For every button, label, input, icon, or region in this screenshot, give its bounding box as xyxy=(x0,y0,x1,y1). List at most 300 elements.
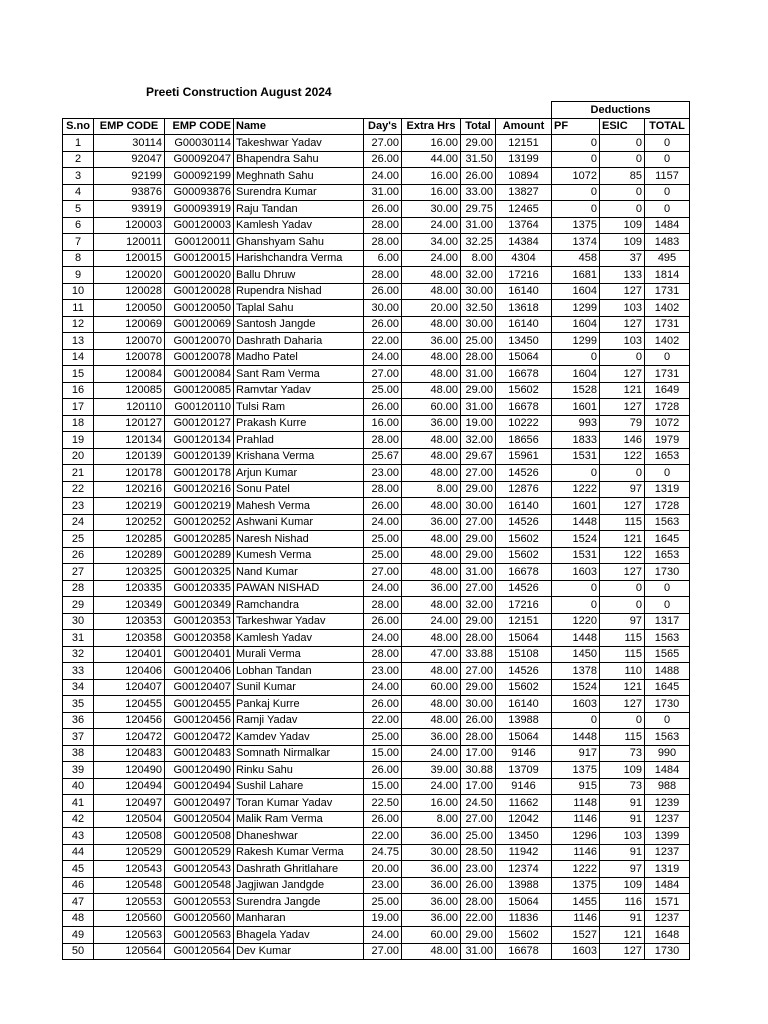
cell-name: Prahlad xyxy=(234,432,364,449)
cell-days: 19.00 xyxy=(364,910,402,927)
header-extra-hrs: Extra Hrs xyxy=(402,118,461,135)
cell-emp-code-full: G00120325 xyxy=(165,564,234,581)
cell-amount: 15961 xyxy=(496,448,552,465)
cell-amount: 12374 xyxy=(496,861,552,878)
cell-emp-code: 120543 xyxy=(94,861,165,878)
cell-deduction-total: 1571 xyxy=(645,894,690,911)
cell-sno: 18 xyxy=(63,415,94,432)
cell-total: 28.00 xyxy=(461,894,496,911)
cell-emp-code-full: G00120020 xyxy=(165,267,234,284)
cell-esic: 91 xyxy=(600,811,645,828)
cell-extra-hrs: 48.00 xyxy=(402,597,461,614)
cell-name: Ramchandra xyxy=(234,597,364,614)
cell-emp-code: 120548 xyxy=(94,877,165,894)
cell-emp-code: 120216 xyxy=(94,481,165,498)
cell-emp-code: 120084 xyxy=(94,366,165,383)
cell-days: 26.00 xyxy=(364,399,402,416)
cell-deduction-total: 0 xyxy=(645,201,690,218)
table-row xyxy=(63,498,690,515)
table-row xyxy=(63,481,690,498)
cell-esic: 0 xyxy=(600,580,645,597)
cell-emp-code-full: G00120003 xyxy=(165,217,234,234)
cell-total: 29.67 xyxy=(461,448,496,465)
table-row xyxy=(63,547,690,564)
table-row xyxy=(63,366,690,383)
cell-extra-hrs: 48.00 xyxy=(402,349,461,366)
cell-extra-hrs: 30.00 xyxy=(402,844,461,861)
cell-pf: 458 xyxy=(552,250,600,267)
cell-emp-code: 93919 xyxy=(94,201,165,218)
cell-emp-code: 120494 xyxy=(94,778,165,795)
cell-amount: 4304 xyxy=(496,250,552,267)
cell-name: Dev Kumar xyxy=(234,943,364,960)
cell-days: 6.00 xyxy=(364,250,402,267)
cell-name: Madho Patel xyxy=(234,349,364,366)
cell-days: 25.00 xyxy=(364,547,402,564)
cell-pf: 1681 xyxy=(552,267,600,284)
sheet-title: Preeti Construction August 2024 xyxy=(146,85,332,99)
cell-total: 8.00 xyxy=(461,250,496,267)
header-emp-code-full: EMP CODE xyxy=(165,118,234,135)
cell-pf: 993 xyxy=(552,415,600,432)
table-row xyxy=(63,300,690,317)
cell-emp-code: 120455 xyxy=(94,696,165,713)
cell-extra-hrs: 36.00 xyxy=(402,580,461,597)
cell-extra-hrs: 48.00 xyxy=(402,432,461,449)
cell-sno: 49 xyxy=(63,927,94,944)
cell-days: 24.00 xyxy=(364,514,402,531)
cell-emp-code-full: G00120406 xyxy=(165,663,234,680)
cell-amount: 16678 xyxy=(496,366,552,383)
cell-days: 26.00 xyxy=(364,613,402,630)
cell-emp-code: 120406 xyxy=(94,663,165,680)
cell-days: 28.00 xyxy=(364,267,402,284)
table-row xyxy=(63,679,690,696)
cell-days: 24.00 xyxy=(364,679,402,696)
payroll-table xyxy=(62,101,690,960)
cell-emp-code: 120110 xyxy=(94,399,165,416)
cell-esic: 146 xyxy=(600,432,645,449)
cell-amount: 15064 xyxy=(496,894,552,911)
cell-name: Kamdev Yadav xyxy=(234,729,364,746)
cell-emp-code-full: G00120134 xyxy=(165,432,234,449)
cell-name: Dashrath Daharia xyxy=(234,333,364,350)
cell-pf: 1531 xyxy=(552,547,600,564)
cell-total: 27.00 xyxy=(461,663,496,680)
cell-deduction-total: 0 xyxy=(645,184,690,201)
header-pf: PF xyxy=(552,118,600,135)
cell-deduction-total: 1814 xyxy=(645,267,690,284)
cell-emp-code: 120011 xyxy=(94,234,165,251)
cell-deduction-total: 1237 xyxy=(645,811,690,828)
cell-emp-code: 120472 xyxy=(94,729,165,746)
cell-name: Ramji Yadav xyxy=(234,712,364,729)
cell-emp-code: 92199 xyxy=(94,168,165,185)
cell-days: 30.00 xyxy=(364,300,402,317)
cell-pf: 1455 xyxy=(552,894,600,911)
cell-esic: 103 xyxy=(600,333,645,350)
cell-days: 28.00 xyxy=(364,234,402,251)
cell-extra-hrs: 48.00 xyxy=(402,382,461,399)
cell-pf: 0 xyxy=(552,349,600,366)
cell-emp-code-full: G00120285 xyxy=(165,531,234,548)
cell-deduction-total: 1730 xyxy=(645,564,690,581)
cell-pf: 0 xyxy=(552,184,600,201)
cell-emp-code: 120529 xyxy=(94,844,165,861)
cell-total: 26.00 xyxy=(461,712,496,729)
cell-deduction-total: 1645 xyxy=(645,531,690,548)
cell-emp-code-full: G00120069 xyxy=(165,316,234,333)
cell-emp-code: 120456 xyxy=(94,712,165,729)
cell-pf: 1604 xyxy=(552,366,600,383)
cell-esic: 37 xyxy=(600,250,645,267)
cell-pf: 1148 xyxy=(552,795,600,812)
cell-deduction-total: 1319 xyxy=(645,481,690,498)
cell-pf: 1374 xyxy=(552,234,600,251)
cell-sno: 34 xyxy=(63,679,94,696)
cell-deduction-total: 1730 xyxy=(645,696,690,713)
cell-total: 29.00 xyxy=(461,679,496,696)
cell-esic: 133 xyxy=(600,267,645,284)
cell-deduction-total: 988 xyxy=(645,778,690,795)
cell-sno: 22 xyxy=(63,481,94,498)
cell-emp-code: 120401 xyxy=(94,646,165,663)
cell-sno: 1 xyxy=(63,135,94,152)
cell-total: 29.00 xyxy=(461,547,496,564)
header-amount: Amount xyxy=(496,118,552,135)
cell-extra-hrs: 48.00 xyxy=(402,630,461,647)
table-row xyxy=(63,696,690,713)
table-row xyxy=(63,333,690,350)
cell-sno: 44 xyxy=(63,844,94,861)
cell-esic: 115 xyxy=(600,514,645,531)
cell-deduction-total: 1072 xyxy=(645,415,690,432)
cell-days: 20.00 xyxy=(364,861,402,878)
cell-emp-code-full: G00120110 xyxy=(165,399,234,416)
cell-emp-code: 120353 xyxy=(94,613,165,630)
cell-days: 25.00 xyxy=(364,382,402,399)
cell-emp-code-full: G00120508 xyxy=(165,828,234,845)
cell-esic: 115 xyxy=(600,729,645,746)
table-row xyxy=(63,250,690,267)
cell-total: 32.25 xyxy=(461,234,496,251)
cell-deduction-total: 1157 xyxy=(645,168,690,185)
cell-emp-code: 120050 xyxy=(94,300,165,317)
cell-pf: 1527 xyxy=(552,927,600,944)
cell-extra-hrs: 60.00 xyxy=(402,679,461,696)
cell-amount: 15602 xyxy=(496,382,552,399)
cell-total: 30.00 xyxy=(461,498,496,515)
cell-esic: 121 xyxy=(600,531,645,548)
cell-esic: 0 xyxy=(600,184,645,201)
cell-deduction-total: 1563 xyxy=(645,729,690,746)
cell-days: 22.00 xyxy=(364,828,402,845)
cell-total: 32.00 xyxy=(461,432,496,449)
cell-extra-hrs: 48.00 xyxy=(402,531,461,548)
cell-days: 25.00 xyxy=(364,531,402,548)
cell-sno: 8 xyxy=(63,250,94,267)
cell-pf: 1524 xyxy=(552,679,600,696)
cell-deduction-total: 1728 xyxy=(645,498,690,515)
cell-deduction-total: 1645 xyxy=(645,679,690,696)
cell-total: 28.00 xyxy=(461,729,496,746)
cell-extra-hrs: 36.00 xyxy=(402,861,461,878)
table-row xyxy=(63,795,690,812)
cell-amount: 16678 xyxy=(496,943,552,960)
cell-emp-code: 120497 xyxy=(94,795,165,812)
cell-name: Krishana Verma xyxy=(234,448,364,465)
cell-emp-code: 120335 xyxy=(94,580,165,597)
cell-total: 31.00 xyxy=(461,366,496,383)
cell-sno: 29 xyxy=(63,597,94,614)
cell-emp-code-full: G00120216 xyxy=(165,481,234,498)
cell-total: 17.00 xyxy=(461,745,496,762)
cell-total: 23.00 xyxy=(461,861,496,878)
cell-extra-hrs: 36.00 xyxy=(402,877,461,894)
cell-total: 31.00 xyxy=(461,564,496,581)
cell-amount: 15064 xyxy=(496,349,552,366)
cell-name: Rinku Sahu xyxy=(234,762,364,779)
cell-name: Ashwani Kumar xyxy=(234,514,364,531)
cell-extra-hrs: 60.00 xyxy=(402,399,461,416)
cell-name: Sunil Kumar xyxy=(234,679,364,696)
cell-esic: 127 xyxy=(600,696,645,713)
cell-total: 31.00 xyxy=(461,217,496,234)
cell-extra-hrs: 48.00 xyxy=(402,267,461,284)
table-row xyxy=(63,597,690,614)
cell-amount: 15602 xyxy=(496,531,552,548)
cell-amount: 12042 xyxy=(496,811,552,828)
cell-extra-hrs: 36.00 xyxy=(402,729,461,746)
cell-emp-code: 120178 xyxy=(94,465,165,482)
cell-emp-code: 120407 xyxy=(94,679,165,696)
cell-total: 19.00 xyxy=(461,415,496,432)
cell-emp-code-full: G00120456 xyxy=(165,712,234,729)
cell-deduction-total: 1565 xyxy=(645,646,690,663)
cell-total: 27.00 xyxy=(461,580,496,597)
cell-emp-code-full: G00120543 xyxy=(165,861,234,878)
cell-deduction-total: 1649 xyxy=(645,382,690,399)
cell-emp-code-full: G00120084 xyxy=(165,366,234,383)
cell-days: 24.00 xyxy=(364,168,402,185)
cell-sno: 47 xyxy=(63,894,94,911)
cell-emp-code: 120127 xyxy=(94,415,165,432)
cell-emp-code-full: G00120219 xyxy=(165,498,234,515)
cell-amount: 9146 xyxy=(496,778,552,795)
cell-emp-code-full: G00120564 xyxy=(165,943,234,960)
cell-name: Sant Ram Verma xyxy=(234,366,364,383)
cell-deduction-total: 495 xyxy=(645,250,690,267)
cell-days: 27.00 xyxy=(364,564,402,581)
table-row xyxy=(63,283,690,300)
cell-pf: 1296 xyxy=(552,828,600,845)
cell-amount: 14526 xyxy=(496,514,552,531)
cell-days: 22.00 xyxy=(364,333,402,350)
cell-esic: 0 xyxy=(600,135,645,152)
table-row xyxy=(63,613,690,630)
cell-sno: 50 xyxy=(63,943,94,960)
cell-sno: 14 xyxy=(63,349,94,366)
cell-esic: 110 xyxy=(600,663,645,680)
cell-esic: 0 xyxy=(600,349,645,366)
cell-total: 31.00 xyxy=(461,399,496,416)
cell-esic: 109 xyxy=(600,877,645,894)
cell-amount: 13764 xyxy=(496,217,552,234)
header-sno: S.no xyxy=(63,118,94,135)
cell-total: 32.50 xyxy=(461,300,496,317)
table-row xyxy=(63,910,690,927)
cell-amount: 16140 xyxy=(496,498,552,515)
cell-emp-code-full: G00120085 xyxy=(165,382,234,399)
cell-sno: 46 xyxy=(63,877,94,894)
cell-deduction-total: 1563 xyxy=(645,630,690,647)
cell-emp-code: 120358 xyxy=(94,630,165,647)
cell-name: Lobhan Tandan xyxy=(234,663,364,680)
cell-pf: 1528 xyxy=(552,382,600,399)
cell-emp-code: 120553 xyxy=(94,894,165,911)
cell-emp-code-full: G00120289 xyxy=(165,547,234,564)
cell-deduction-total: 1317 xyxy=(645,613,690,630)
cell-deduction-total: 1731 xyxy=(645,283,690,300)
cell-name: Mahesh Verma xyxy=(234,498,364,515)
cell-name: Sushil Lahare xyxy=(234,778,364,795)
cell-deduction-total: 990 xyxy=(645,745,690,762)
cell-emp-code: 120563 xyxy=(94,927,165,944)
cell-deduction-total: 0 xyxy=(645,349,690,366)
cell-amount: 10222 xyxy=(496,415,552,432)
cell-emp-code-full: G00030114 xyxy=(165,135,234,152)
cell-esic: 103 xyxy=(600,828,645,845)
cell-sno: 3 xyxy=(63,168,94,185)
cell-extra-hrs: 44.00 xyxy=(402,151,461,168)
cell-emp-code-full: G00120455 xyxy=(165,696,234,713)
cell-name: Dhaneshwar xyxy=(234,828,364,845)
cell-name: Pankaj Kurre xyxy=(234,696,364,713)
cell-days: 15.00 xyxy=(364,745,402,762)
cell-extra-hrs: 48.00 xyxy=(402,943,461,960)
cell-pf: 0 xyxy=(552,597,600,614)
table-row xyxy=(63,712,690,729)
cell-sno: 40 xyxy=(63,778,94,795)
cell-deduction-total: 1484 xyxy=(645,877,690,894)
cell-sno: 30 xyxy=(63,613,94,630)
column-header-row xyxy=(63,118,690,135)
cell-total: 29.00 xyxy=(461,382,496,399)
cell-emp-code-full: G00120349 xyxy=(165,597,234,614)
cell-esic: 91 xyxy=(600,910,645,927)
cell-extra-hrs: 48.00 xyxy=(402,366,461,383)
cell-emp-code-full: G00093919 xyxy=(165,201,234,218)
cell-amount: 13988 xyxy=(496,877,552,894)
cell-deduction-total: 0 xyxy=(645,465,690,482)
cell-amount: 18656 xyxy=(496,432,552,449)
cell-emp-code: 120289 xyxy=(94,547,165,564)
cell-amount: 13450 xyxy=(496,333,552,350)
cell-pf: 1601 xyxy=(552,498,600,515)
cell-days: 24.75 xyxy=(364,844,402,861)
cell-total: 24.50 xyxy=(461,795,496,812)
cell-emp-code-full: G00120252 xyxy=(165,514,234,531)
cell-emp-code-full: G00120497 xyxy=(165,795,234,812)
cell-sno: 26 xyxy=(63,547,94,564)
cell-extra-hrs: 48.00 xyxy=(402,498,461,515)
cell-amount: 13709 xyxy=(496,762,552,779)
table-row xyxy=(63,811,690,828)
cell-sno: 12 xyxy=(63,316,94,333)
cell-esic: 85 xyxy=(600,168,645,185)
cell-days: 26.00 xyxy=(364,696,402,713)
cell-extra-hrs: 36.00 xyxy=(402,894,461,911)
cell-deduction-total: 1731 xyxy=(645,316,690,333)
cell-pf: 0 xyxy=(552,135,600,152)
cell-emp-code: 120564 xyxy=(94,943,165,960)
cell-emp-code: 120134 xyxy=(94,432,165,449)
cell-pf: 1604 xyxy=(552,283,600,300)
cell-esic: 121 xyxy=(600,679,645,696)
cell-amount: 12151 xyxy=(496,135,552,152)
cell-name: Malik Ram Verma xyxy=(234,811,364,828)
cell-extra-hrs: 48.00 xyxy=(402,696,461,713)
cell-amount: 15602 xyxy=(496,547,552,564)
cell-emp-code: 120483 xyxy=(94,745,165,762)
cell-deduction-total: 1730 xyxy=(645,943,690,960)
cell-total: 33.88 xyxy=(461,646,496,663)
cell-deduction-total: 1484 xyxy=(645,762,690,779)
cell-amount: 14384 xyxy=(496,234,552,251)
cell-deduction-total: 0 xyxy=(645,151,690,168)
table-row xyxy=(63,267,690,284)
cell-sno: 33 xyxy=(63,663,94,680)
cell-pf: 1375 xyxy=(552,762,600,779)
cell-esic: 121 xyxy=(600,927,645,944)
cell-emp-code-full: G00120050 xyxy=(165,300,234,317)
cell-pf: 1299 xyxy=(552,300,600,317)
table-row xyxy=(63,646,690,663)
cell-pf: 1146 xyxy=(552,811,600,828)
cell-amount: 13199 xyxy=(496,151,552,168)
cell-total: 26.00 xyxy=(461,877,496,894)
cell-amount: 13827 xyxy=(496,184,552,201)
cell-amount: 13618 xyxy=(496,300,552,317)
cell-amount: 9146 xyxy=(496,745,552,762)
cell-emp-code: 120085 xyxy=(94,382,165,399)
cell-days: 28.00 xyxy=(364,481,402,498)
cell-total: 29.00 xyxy=(461,135,496,152)
cell-extra-hrs: 34.00 xyxy=(402,234,461,251)
cell-pf: 917 xyxy=(552,745,600,762)
cell-esic: 97 xyxy=(600,861,645,878)
header-days: Day's xyxy=(364,118,402,135)
cell-emp-code-full: G00120407 xyxy=(165,679,234,696)
cell-esic: 97 xyxy=(600,613,645,630)
cell-esic: 122 xyxy=(600,448,645,465)
cell-pf: 1378 xyxy=(552,663,600,680)
cell-amount: 12151 xyxy=(496,613,552,630)
cell-pf: 1603 xyxy=(552,564,600,581)
cell-days: 28.00 xyxy=(364,597,402,614)
cell-deduction-total: 1979 xyxy=(645,432,690,449)
cell-amount: 15602 xyxy=(496,679,552,696)
cell-sno: 43 xyxy=(63,828,94,845)
cell-name: Kamlesh Yadav xyxy=(234,217,364,234)
cell-days: 28.00 xyxy=(364,217,402,234)
cell-pf: 1375 xyxy=(552,877,600,894)
cell-deduction-total: 1484 xyxy=(645,217,690,234)
cell-sno: 36 xyxy=(63,712,94,729)
cell-esic: 127 xyxy=(600,498,645,515)
cell-total: 31.00 xyxy=(461,943,496,960)
cell-total: 30.00 xyxy=(461,316,496,333)
